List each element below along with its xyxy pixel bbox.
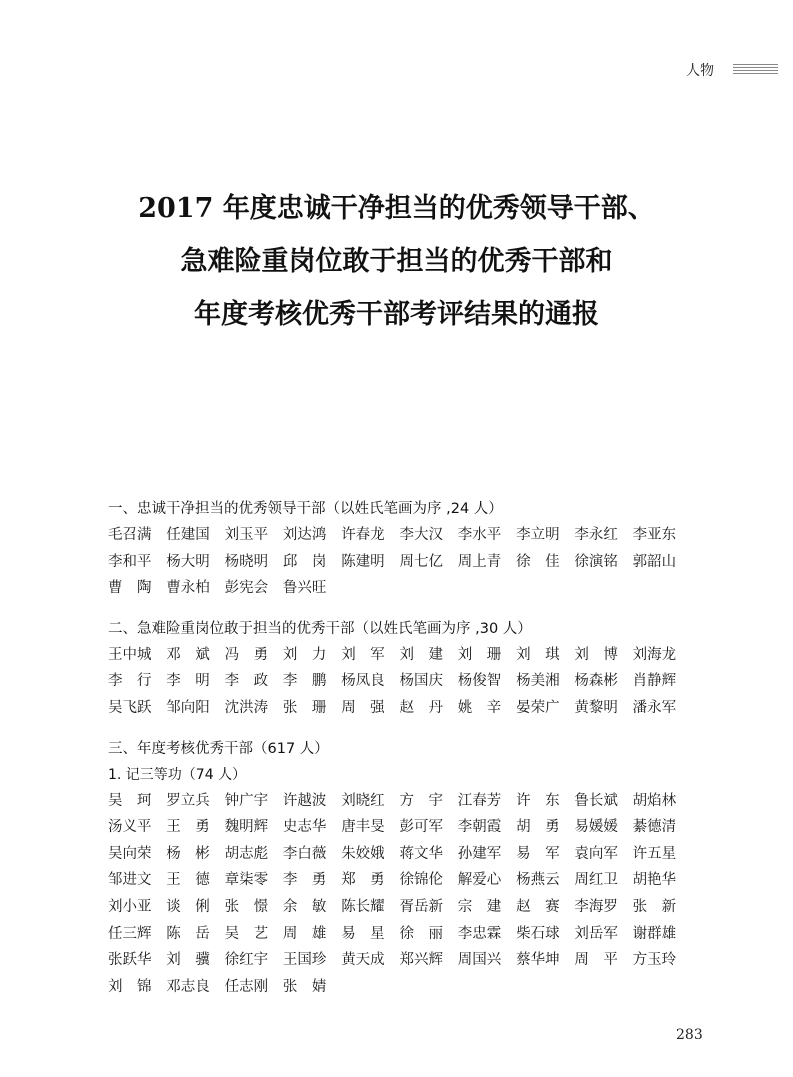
person-name: 徐红宇: [224, 952, 269, 969]
person-name: 钟广宇: [224, 792, 269, 809]
person-name: 彭宪会: [224, 580, 269, 597]
person-name: 杨森彬: [574, 673, 618, 690]
section-annual-excellent: [108, 736, 698, 1001]
person-name: 邓志良: [166, 978, 210, 995]
person-name: 王国珍: [282, 952, 327, 969]
person-name: 许五星: [632, 845, 677, 862]
name-list: [108, 788, 698, 1001]
person-name: 易媛媛: [574, 819, 618, 836]
person-name: 杨俊智: [457, 673, 502, 690]
section-heading: 二、急难险重岗位敢于担当的优秀干部（以姓氏笔画为序 ,30 人）: [108, 620, 532, 637]
name-list: [108, 642, 698, 722]
person-name: 杨凤良: [341, 673, 385, 690]
person-name: 吴飞跃: [108, 699, 152, 716]
person-name: 吴 珂: [108, 792, 152, 809]
person-name: 肖静辉: [632, 673, 677, 690]
person-name: 郭韶山: [632, 553, 677, 570]
person-name: 刘 建: [399, 646, 443, 663]
person-name: 张 憬: [224, 898, 269, 915]
person-name: 徐 佳: [516, 553, 560, 570]
person-name: 李 勇: [282, 872, 327, 889]
person-name: 柴石球: [516, 925, 560, 942]
person-name: 李和平: [108, 553, 152, 570]
person-name: 汤义平: [108, 819, 152, 836]
person-name: 李永红: [574, 527, 618, 543]
person-name: 李朝霞: [457, 819, 502, 836]
person-name: 朱姣娥: [341, 845, 385, 862]
person-name: 张 珊: [282, 699, 327, 716]
person-name: 张 新: [632, 898, 677, 915]
person-name: 杨燕云: [516, 872, 560, 889]
person-name: 李忠霖: [457, 925, 502, 942]
person-name: 易 星: [341, 925, 385, 942]
person-name: 任建国: [166, 527, 210, 543]
person-name: 徐锦伦: [399, 872, 443, 889]
person-name: 邹向阳: [166, 699, 210, 716]
person-name: 周 雄: [282, 925, 327, 942]
person-name: 杨 彬: [166, 845, 210, 862]
person-name: 姚 辛: [457, 699, 502, 716]
person-name: 刘玉平: [224, 527, 269, 543]
person-name: 王 德: [166, 872, 210, 889]
person-name: 孙建军: [457, 845, 502, 862]
person-name: 许 东: [516, 792, 560, 809]
person-name: 曹永柏: [166, 580, 210, 597]
person-name: 邱 岗: [282, 553, 327, 570]
person-name: 刘 珊: [457, 646, 502, 663]
person-name: 周上青: [457, 553, 502, 570]
person-name: 胡志彪: [224, 845, 269, 862]
person-name: 郑 勇: [341, 872, 385, 889]
person-name: 罗立兵: [166, 792, 210, 809]
person-name: 沈洪涛: [224, 699, 269, 716]
person-name: 张 婧: [282, 978, 327, 995]
person-name: 王中城: [108, 646, 152, 663]
person-name: 徐 丽: [399, 925, 443, 942]
person-name: 刘海龙: [632, 646, 677, 663]
person-name: 江春芳: [457, 792, 502, 809]
person-name: 谈 俐: [166, 898, 210, 915]
person-name: 胡 勇: [516, 819, 560, 836]
person-name: 任三辉: [108, 925, 152, 942]
person-name: 潘永军: [632, 699, 677, 716]
person-name: 解爱心: [457, 872, 502, 889]
section-subheading: 1. 记三等功（74 人）: [108, 766, 247, 783]
title-line: 2017 年度忠诚干净担当的优秀领导干部、: [138, 193, 655, 224]
section-tag: 人物: [686, 63, 714, 79]
section-heading: 三、年度考核优秀干部（617 人）: [108, 740, 329, 757]
person-name: 刘岳军: [574, 925, 618, 942]
person-name: 刘达鸿: [282, 527, 327, 543]
person-name: 周 强: [341, 699, 385, 716]
person-name: 周红卫: [574, 872, 618, 889]
person-name: 李白薇: [282, 845, 327, 862]
person-name: 赵 赛: [516, 898, 560, 915]
person-name: 王 勇: [166, 819, 210, 836]
person-name: 刘 军: [341, 646, 385, 663]
person-name: 余 敏: [282, 898, 327, 915]
person-name: 李亚东: [632, 527, 677, 543]
person-name: 胡艳华: [632, 872, 677, 889]
person-name: 毛召满: [108, 527, 152, 543]
person-name: 李 行: [108, 673, 152, 690]
person-name: 彭可军: [399, 819, 443, 836]
person-name: 黄黎明: [574, 699, 618, 716]
person-name: 方玉玲: [632, 952, 677, 969]
section-heading: 一、忠诚干净担当的优秀领导干部（以姓氏笔画为序 ,24 人）: [108, 501, 503, 517]
person-name: 冯 勇: [224, 646, 269, 663]
person-name: 黄天成: [341, 952, 385, 969]
person-name: 曹 陶: [108, 580, 152, 597]
page-number: 283: [676, 1027, 703, 1043]
person-name: 谢群雄: [632, 925, 677, 942]
person-name: 蒋文华: [399, 845, 443, 862]
person-name: 胥岳新: [399, 898, 443, 915]
person-name: 章柒零: [224, 872, 269, 889]
person-name: 杨大明: [166, 553, 210, 570]
person-name: 李 政: [224, 673, 269, 690]
person-name: 李水平: [457, 527, 502, 543]
person-name: 李 明: [166, 673, 210, 690]
person-name: 蔡华坤: [516, 952, 560, 969]
person-name: 方 宇: [399, 792, 443, 809]
person-name: 周 平: [574, 952, 618, 969]
person-name: 陈 岳: [166, 925, 210, 942]
person-name: 刘 骥: [166, 952, 210, 969]
person-name: 吴 艺: [224, 925, 269, 942]
section-brave-cadres: [108, 616, 698, 722]
person-name: 晏荣广: [516, 699, 560, 716]
person-name: 唐丰旻: [341, 819, 385, 836]
title-line: 年度考核优秀干部考评结果的通报: [194, 299, 599, 330]
person-name: 陈建明: [341, 553, 385, 570]
person-name: 刘 博: [574, 646, 618, 663]
person-name: 吴向荣: [108, 845, 152, 862]
person-name: 任志刚: [224, 978, 269, 995]
person-name: 赵 丹: [399, 699, 443, 716]
person-name: 杨晓明: [224, 553, 269, 570]
person-name: 李 鹏: [282, 673, 327, 690]
person-name: 刘 力: [282, 646, 327, 663]
title-line: 急难险重岗位敢于担当的优秀干部和: [180, 246, 613, 277]
person-name: 史志华: [282, 819, 327, 836]
person-name: 李海罗: [574, 898, 618, 915]
name-list: [108, 522, 698, 602]
person-name: 刘晓红: [341, 792, 385, 809]
person-name: 綦德清: [632, 819, 677, 836]
header-decoration-lines: [733, 64, 778, 76]
person-name: 鲁长斌: [574, 792, 618, 809]
person-name: 李大汉: [399, 527, 443, 543]
person-name: 周国兴: [457, 952, 502, 969]
person-name: 杨国庆: [399, 673, 443, 690]
person-name: 袁向军: [574, 845, 618, 862]
person-name: 杨美湘: [516, 673, 560, 690]
person-name: 宗 建: [457, 898, 502, 915]
person-name: 邹进文: [108, 872, 152, 889]
person-name: 周七亿: [399, 553, 443, 570]
person-name: 刘 锦: [108, 978, 152, 995]
person-name: 许春龙: [341, 527, 385, 543]
document-title: [60, 182, 733, 341]
person-name: 魏明辉: [224, 819, 269, 836]
person-name: 张跃华: [108, 952, 152, 969]
person-name: 李立明: [516, 527, 560, 543]
person-name: 徐演铭: [574, 553, 618, 570]
person-name: 郑兴辉: [399, 952, 443, 969]
section-leaders: [108, 496, 698, 602]
person-name: 许越波: [282, 792, 327, 809]
person-name: 鲁兴旺: [282, 580, 327, 597]
person-name: 刘 琪: [516, 646, 560, 663]
content-body: [108, 496, 698, 1014]
person-name: 邓 斌: [166, 646, 210, 663]
person-name: 刘小亚: [108, 898, 152, 915]
person-name: 胡焰林: [632, 792, 677, 809]
person-name: 陈长耀: [341, 898, 385, 915]
person-name: 易 军: [516, 845, 560, 862]
